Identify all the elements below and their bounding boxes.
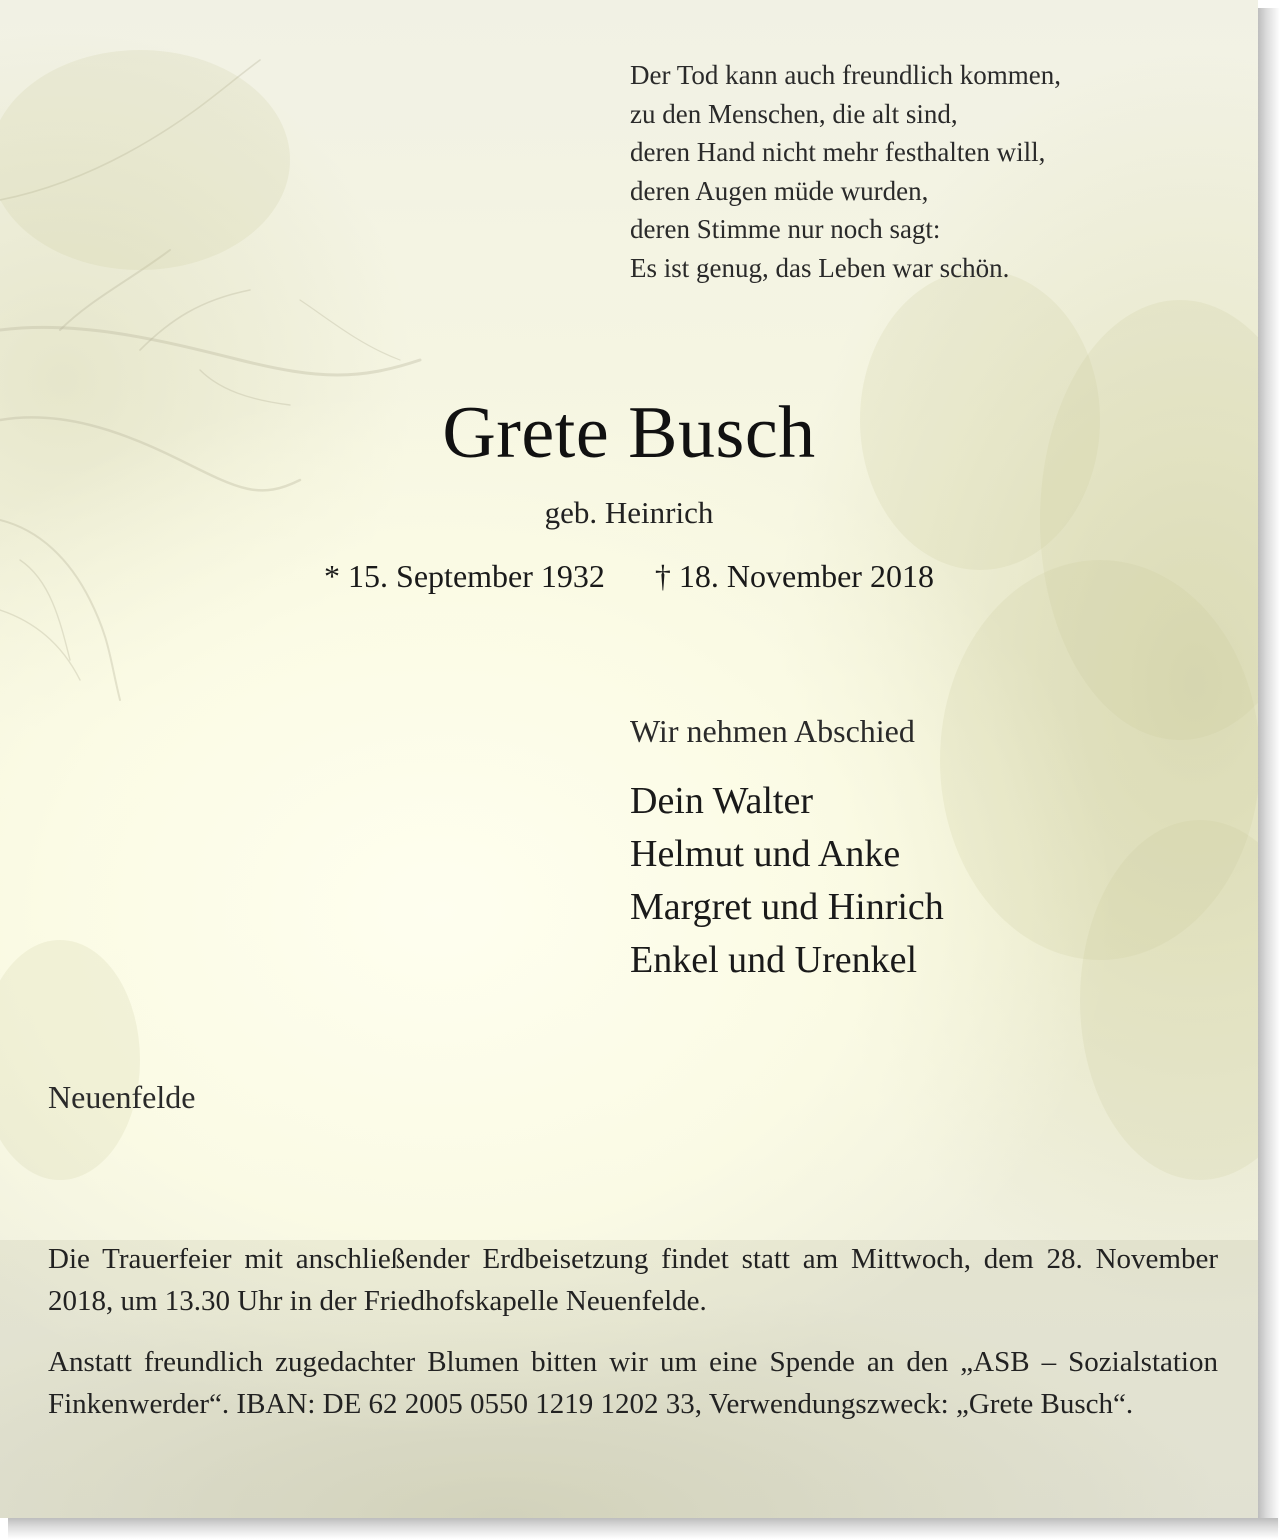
birth-date: * 15. September 1932 bbox=[324, 558, 605, 594]
poem-line: zu den Menschen, die alt sind, bbox=[630, 98, 958, 129]
mourner-name: Dein Walter bbox=[630, 780, 814, 822]
poem-line: deren Hand nicht mehr festhalten will, bbox=[630, 137, 1046, 167]
poem-line: deren Augen müde wurden, bbox=[630, 175, 929, 206]
mourner-name: Enkel und Urenkel bbox=[630, 939, 918, 981]
poem-line: Der Tod kann auch freundlich kommen, bbox=[630, 60, 1061, 90]
farewell-intro: Wir nehmen Abschied bbox=[630, 713, 915, 749]
death-date: † 18. November 2018 bbox=[654, 558, 934, 594]
mourner-name: Helmut und Anke bbox=[630, 833, 901, 875]
poem-line: deren Stimme nur noch sagt: bbox=[630, 214, 941, 244]
poem-line: Es ist genug, das Leben war schön. bbox=[630, 252, 1010, 283]
mourner-name: Margret und Hinrich bbox=[630, 886, 944, 928]
place: Neuenfelde bbox=[48, 1079, 196, 1115]
ceremony-notice: Die Trauerfeier mit anschließender Erdbeisetzung findet statt am Mittwoch, dem 28. November 2018, um 13.30 Uhr in der Friedhofskapelle Neuenfelde. bbox=[48, 1243, 1218, 1317]
mourners-list bbox=[630, 775, 944, 987]
card-shadow-right bbox=[1258, 8, 1280, 1528]
deceased-name: Grete Busch bbox=[442, 392, 816, 474]
birth-name: geb. Heinrich bbox=[544, 495, 714, 530]
life-dates bbox=[0, 555, 1258, 597]
donation-notice: Anstatt freundlich zugedachter Blumen bitten wir um eine Spende an den „ASB – Sozialstation Finkenwerder“. IBAN: DE 62 2005 0550 1219 1202 33, Verwendungszweck: „Grete Busch“. bbox=[48, 1346, 1218, 1420]
card-shadow-bottom bbox=[8, 1518, 1278, 1539]
poem bbox=[630, 56, 1230, 287]
